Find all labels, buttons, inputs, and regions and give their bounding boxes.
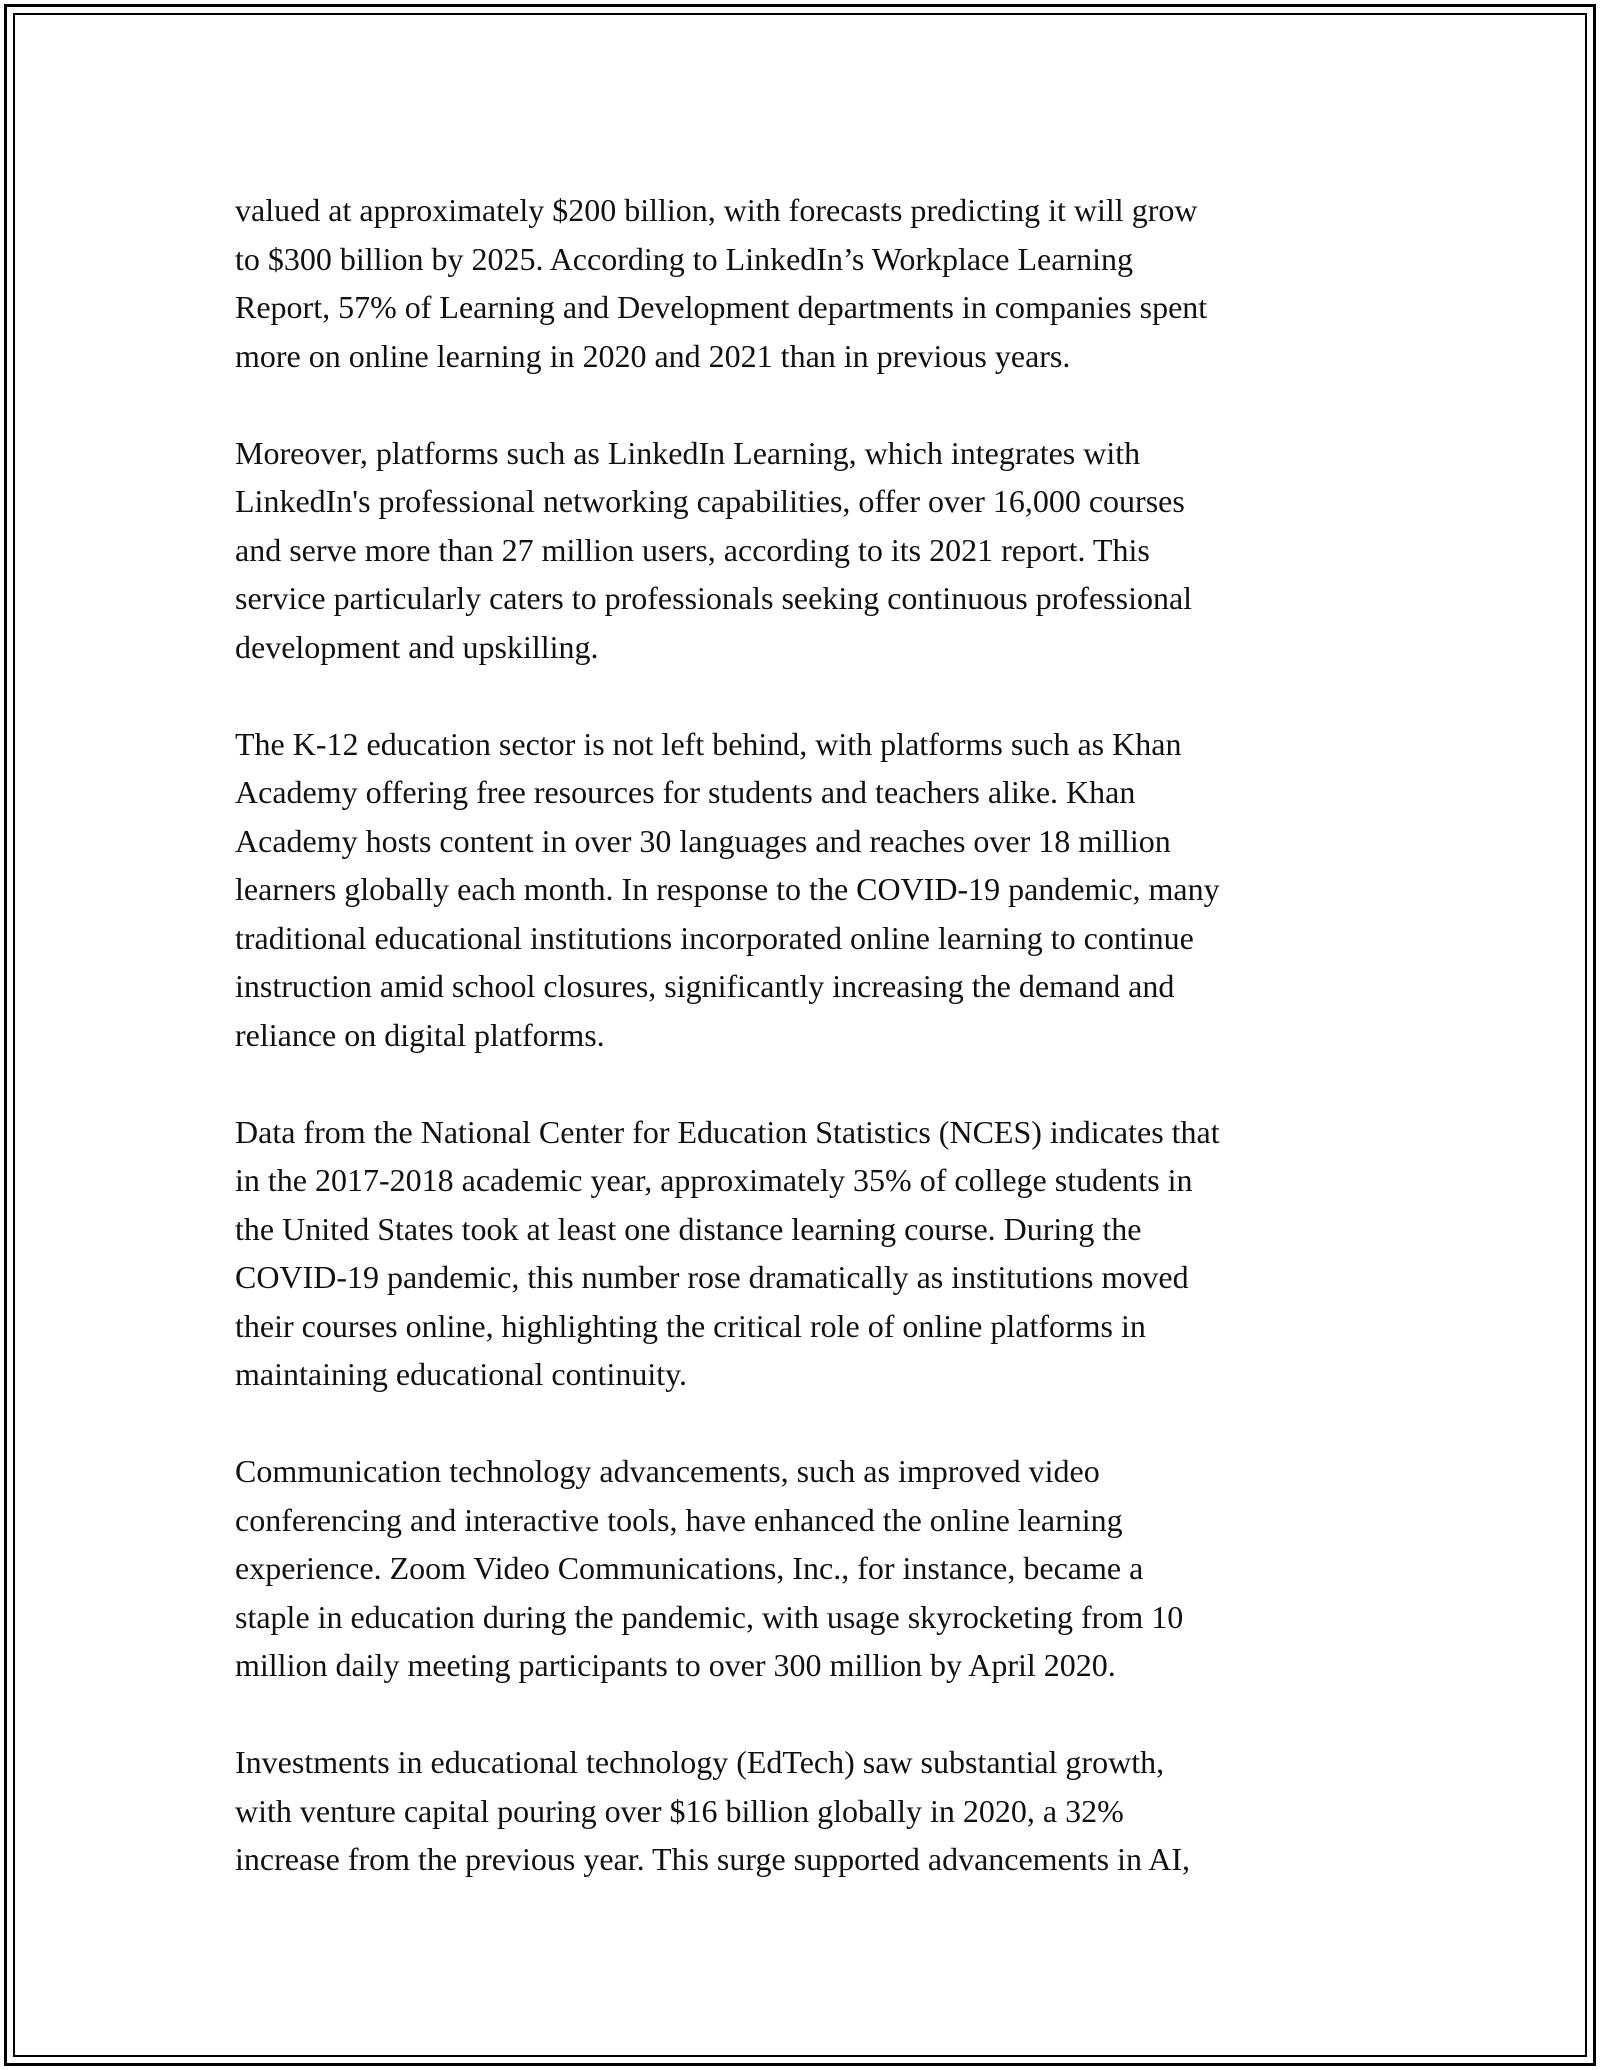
- text-line: Academy hosts content in over 30 languages and reaches over 18 million: [235, 822, 1171, 859]
- text-line: valued at approximately $200 billion, with forecasts predicting it will grow: [235, 192, 1198, 228]
- text-line: staple in education during the pandemic, with usage skyrocketing from 10: [235, 1598, 1184, 1635]
- text-line: experience. Zoom Video Communications, Inc., for instance, became a: [235, 1550, 1144, 1586]
- text-line: Communication technology advancements, such as improved video: [235, 1453, 1100, 1489]
- text-line: in the 2017-2018 academic year, approximately 35% of college students in: [235, 1162, 1193, 1198]
- text-line: increase from the previous year. This surge supported advancements in AI,: [235, 1841, 1190, 1877]
- text-line: service particularly caters to professionals seeking continuous professional: [235, 580, 1193, 616]
- text-line: more on online learning in 2020 and 2021 than in previous years.: [235, 337, 1071, 374]
- text-line: million daily meeting participants to over 300 million by April 2020.: [235, 1647, 1116, 1683]
- text-line: Moreover, platforms such as LinkedIn Learning, which integrates with: [235, 434, 1141, 471]
- paragraph-linkedin-learning: [235, 429, 1375, 672]
- text-line: Investments in educational technology (EdTech) saw substantial growth,: [235, 1744, 1165, 1780]
- document-body: [235, 186, 1375, 1932]
- paragraph-edtech-investments: [235, 1738, 1375, 1884]
- text-line: Data from the National Center for Education Statistics (NCES) indicates that: [235, 1113, 1220, 1150]
- paragraph-k12-education: [235, 720, 1375, 1060]
- text-line: Report, 57% of Learning and Development departments in companies spent: [235, 289, 1208, 325]
- text-line: and serve more than 27 million users, according to its 2021 report. This: [235, 531, 1150, 568]
- text-line: maintaining educational continuity.: [235, 1356, 688, 1392]
- text-line: their courses online, highlighting the critical role of online platforms in: [235, 1307, 1146, 1344]
- text-line: Academy offering free resources for students and teachers alike. Khan: [235, 774, 1136, 810]
- text-line: the United States took at least one distance learning course. During the: [235, 1210, 1142, 1247]
- text-line: COVID-19 pandemic, this number rose dramatically as institutions moved: [235, 1259, 1189, 1295]
- text-line: reliance on digital platforms.: [235, 1016, 605, 1053]
- text-line: learners globally each month. In response to the COVID-19 pandemic, many: [235, 871, 1220, 907]
- text-line: to $300 billion by 2025. According to LinkedIn’s Workplace Learning: [235, 240, 1133, 277]
- text-line: traditional educational institutions incorporated online learning to continue: [235, 919, 1194, 956]
- paragraph-nces-data: [235, 1108, 1375, 1399]
- text-line: The K-12 education sector is not left behind, with platforms such as Khan: [235, 725, 1182, 762]
- text-line: development and upskilling.: [235, 628, 599, 665]
- text-line: instruction amid school closures, significantly increasing the demand and: [235, 968, 1175, 1004]
- text-line: LinkedIn's professional networking capabilities, offer over 16,000 courses: [235, 483, 1185, 519]
- paragraph-market-value: [235, 186, 1375, 380]
- text-line: conferencing and interactive tools, have enhanced the online learning: [235, 1501, 1123, 1538]
- paragraph-communication-technology: [235, 1447, 1375, 1690]
- text-line: with venture capital pouring over $16 billion globally in 2020, a 32%: [235, 1792, 1124, 1829]
